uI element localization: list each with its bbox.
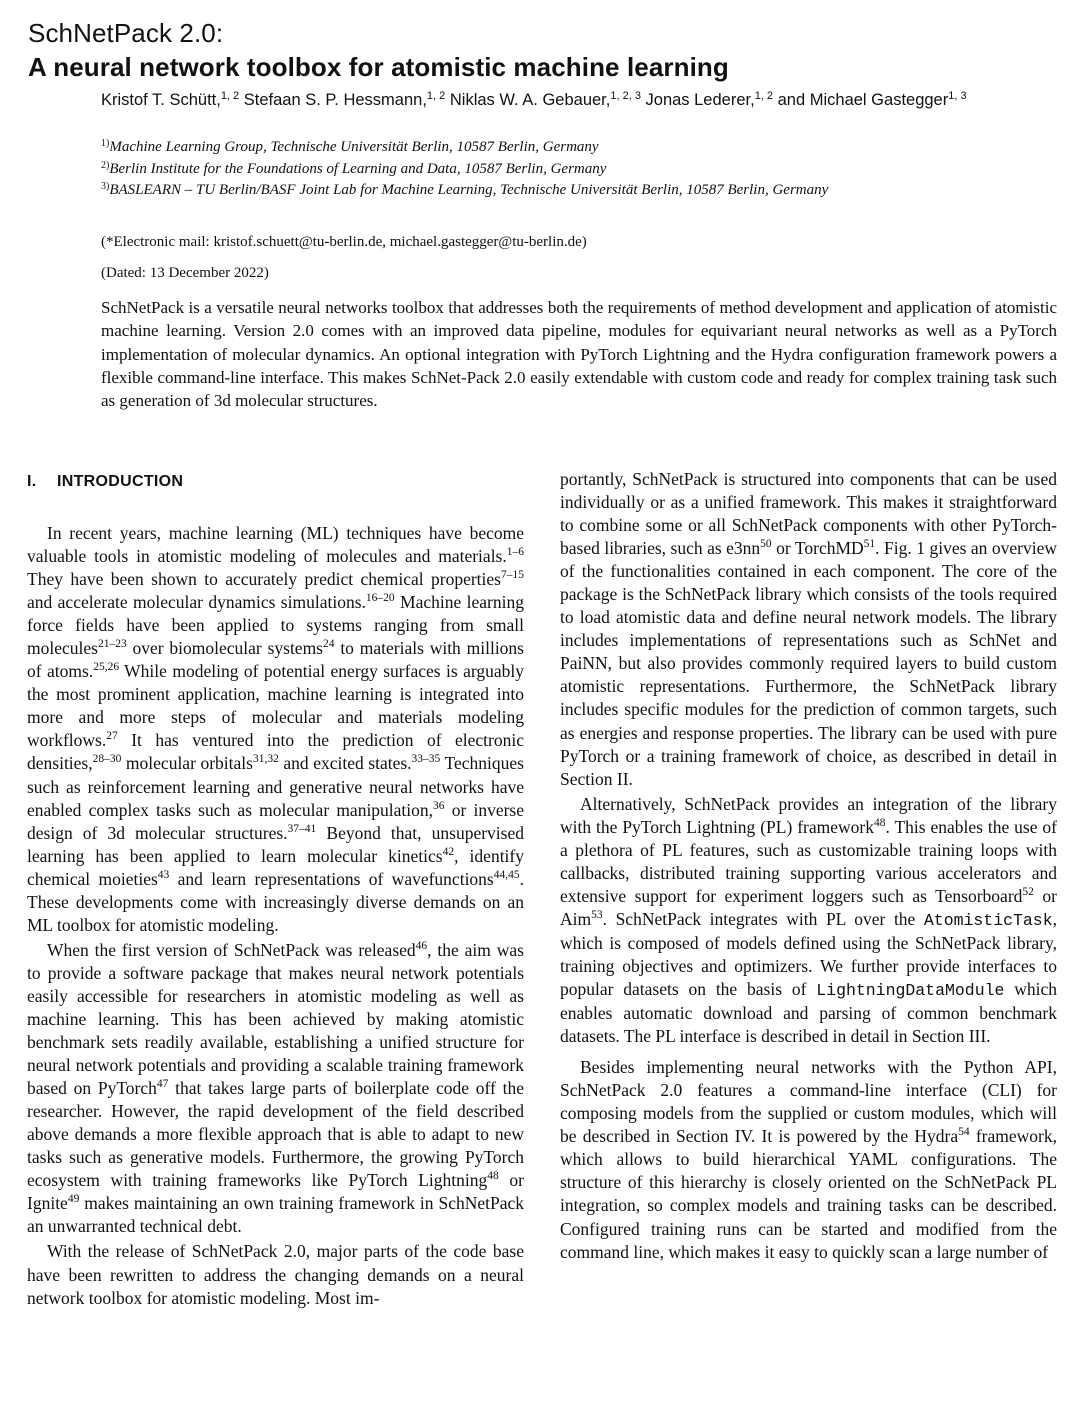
citation: 1–6 <box>506 546 524 559</box>
citation: 51 <box>863 538 876 551</box>
citation: 28–30 <box>92 753 122 766</box>
paragraph: Alternatively, SchNetPack provides an integration of the library with the PyTorch Lightning (PL) framework$^{48}$. This enables the use of a plethora of PL features, such as customizable training loops with callbacks, distributed training supporting various accelerators and extensive support for experiment loggers such as Tensorboard$^{52}$ or Aim$^{53}$. SchNetPack integrates with PL over the AtomisticTask, which is composed of models defined using the SchNetPack library, training objectives and optimizers. We further provide interfaces to popular datasets on the basis of LightningDataModule which enables automatic download and parsing of common benchmark datasets. The PL interface is described in detail in Section III. <box>560 793 1057 1047</box>
citation: 25,26 <box>93 661 120 674</box>
citation: 16–20 <box>365 592 395 605</box>
contact-email: (*Electronic mail: kristof.schuett@tu-berlin.de, michael.gastegger@tu-berlin.de) <box>101 234 587 250</box>
date-line: (Dated: 13 December 2022) <box>101 265 269 281</box>
author-affiliation-mark: 1, 2 <box>220 90 240 102</box>
title-line-2: A neural network toolbox for atomistic machine learning <box>28 52 729 82</box>
paragraph: Besides implementing neural networks with the Python API, SchNetPack 2.0 features a command-line interface (CLI) for composing models from the supplied or custom modules, which will be described in Section IV. It is powered by the Hydra$^{54}$ framework, which allows to build hierarchical YAML configurations. The structure of this hierarchy is closely oriented on the SchNetPack PL integration, so complex models and training tasks can be described. Configured training runs can be started and modified from the command line, which makes it easy to quickly scan a large number of <box>560 1057 1057 1262</box>
section-heading <box>27 470 524 494</box>
affiliation <box>101 180 981 202</box>
author-affiliation-mark: 1, 3 <box>948 90 967 102</box>
title-line-1: SchNetPack 2.0: <box>28 18 224 48</box>
author-affiliation-mark: 1, 2, 3 <box>610 90 641 102</box>
citation: 31,32 <box>252 753 279 766</box>
citation: 43 <box>157 868 170 881</box>
citation: 46 <box>415 939 428 952</box>
citation: 21–23 <box>97 638 127 651</box>
citation: 50 <box>760 538 772 551</box>
affiliation-number: 2) <box>101 159 110 171</box>
author: Kristof T. Schütt, <box>101 91 221 109</box>
affiliation-text: Machine Learning Group, Technische Universität Berlin, 10587 Berlin, Germany <box>109 139 599 155</box>
author-list <box>101 90 1041 111</box>
citation: 7–15 <box>501 569 524 582</box>
citation: 27 <box>106 730 118 743</box>
left-column <box>27 470 524 1310</box>
author-affiliation-mark: 1, 2 <box>426 90 446 102</box>
citation: 37–41 <box>287 822 317 835</box>
affiliation-list <box>101 137 981 202</box>
citation: 53 <box>591 908 603 921</box>
author: and Michael Gastegger <box>773 91 949 109</box>
citation: 33–35 <box>411 753 441 766</box>
section-number: I. <box>27 473 37 490</box>
citation: 48 <box>487 1170 499 1183</box>
author: Niklas W. A. Gebauer, <box>445 91 611 109</box>
citation: 24 <box>323 638 335 651</box>
paper-title <box>28 16 729 84</box>
paragraph: With the release of SchNetPack 2.0, major parts of the code base have been rewritten to address the changing demands on a neural network toolbox for atomistic modeling. Most im- <box>27 1241 524 1308</box>
abstract: SchNetPack is a versatile neural networks toolbox that addresses both the requirements of method development and application of atomistic machine learning. Version 2.0 comes with an improved data pipeline, modules for equivariant neural networks as well as a PyTorch implementation of molecular dynamics. An optional integration with PyTorch Lightning and the Hydra configuration framework powers a flexible command-line interface. This makes SchNet-Pack 2.0 easily extendable with custom code and ready for complex training task such as generation of 3d molecular structures. <box>101 298 1057 411</box>
affiliation-number: 3) <box>101 181 110 192</box>
citation: 49 <box>67 1193 80 1206</box>
code-lightning-datamodule: LightningDataModule <box>816 981 1005 1001</box>
affiliation-text: BASLEARN – TU Berlin/BASF Joint Lab for Machine Learning, Technische Universität Berlin, 10587 Berlin, Germany <box>109 182 829 198</box>
citation: 36 <box>433 799 445 812</box>
affiliation-number: 1) <box>101 138 110 149</box>
citation: 52 <box>1022 885 1034 898</box>
author: Jonas Lederer, <box>640 91 755 109</box>
paragraph: When the first version of SchNetPack was released$^{46}$, the aim was to provide a software package that makes neural network potentials easily accessible for researchers in atomistic modeling as well as machine learning. This has been achieved by making atomistic benchmark sets readily available, establishing a unified structure for neural network potentials and providing a scalable training framework based on PyTorch$^{47}$ that takes large parts of boilerplate code off the researcher. However, the rapid development of the field described above demands a more flexible approach that is able to adapt to new tasks such as generative models. Furthermore, the growing PyTorch ecosystem with training frameworks like PyTorch Lightning$^{48}$ or Ignite$^{49}$ makes maintaining an own training framework in SchNetPack an unwarranted technical debt. <box>27 939 524 1237</box>
author: Stefaan S. P. Hessmann, <box>239 91 427 109</box>
citation: 54 <box>958 1126 970 1139</box>
affiliation-text: Berlin Institute for the Foundations of Learning and Data, 10587 Berlin, Germany <box>109 160 607 177</box>
author-affiliation-mark: 1, 2 <box>754 90 774 102</box>
citation: 48 <box>873 816 886 829</box>
citation: 44,45 <box>493 868 520 881</box>
affiliation <box>101 137 981 159</box>
paragraph: portantly, SchNetPack is structured into components that can be used individually or as a unified framework. This makes it straightforward to combine some or all SchNetPack components with other PyTorch-based libraries, such as $e3nn^{50}$ or TorchMD$^{51}$. Fig. 1 gives an overview of the functionalities contained in each component. The core of the package is the SchNetPack library which consists of the tools required to load atomistic data and define neural network models. The library includes implementations of representations such as SchNet and PaiNN, but also provides commonly required layers to build custom atomistic representations. Furthermore, the SchNetPack library includes specific modules for the prediction of common targets, such as energies and response properties. The library can be used with pure PyTorch or a training framework of choice, as described in detail in Section II. <box>560 469 1058 789</box>
citation: 47 <box>156 1078 169 1091</box>
section-title: INTRODUCTION <box>57 473 184 490</box>
affiliation <box>101 159 981 181</box>
right-column <box>560 468 1057 1264</box>
code-atomistic-task: AtomisticTask <box>923 910 1053 930</box>
citation: 42 <box>442 845 455 858</box>
paragraph: In recent years, machine learning (ML) techniques have become valuable tools in atomistic modeling of molecules and materials.$^{1-6}$ They have been shown to accurately predict chemical properties$^{7-15}$ and accelerate molecular dynamics simulations.$^{16-20}$ Machine learning force fields have been applied to systems ranging from small molecules$^{21-23}$ over biomolecular systems$^{24}$ to materials with millions of atoms.$^{25,26}$ While modeling of potential energy surfaces is arguably the most prominent application, machine learning is integrated into more and more steps of molecular and materials modeling workflows.$^{27}$ It has ventured into the prediction of electronic densities,$^{28-30}$ molecular orbitals$^{31,32}$ and excited states.$^{33-35}$ Techniques such as reinforcement learning and generative neural networks have enabled complex tasks such as molecular manipulation,$^{36}$ or inverse design of 3d molecular structures.$^{37-41}$ Beyond that, unsupervised learning has been applied to learn molecular kinetics$^{42}$, identify chemical moieties$^{43}$ and learn representations of wavefunctions$^{44,45}$. These developments come with increasingly diverse demands on an ML toolbox for atomistic modeling. <box>27 523 524 935</box>
